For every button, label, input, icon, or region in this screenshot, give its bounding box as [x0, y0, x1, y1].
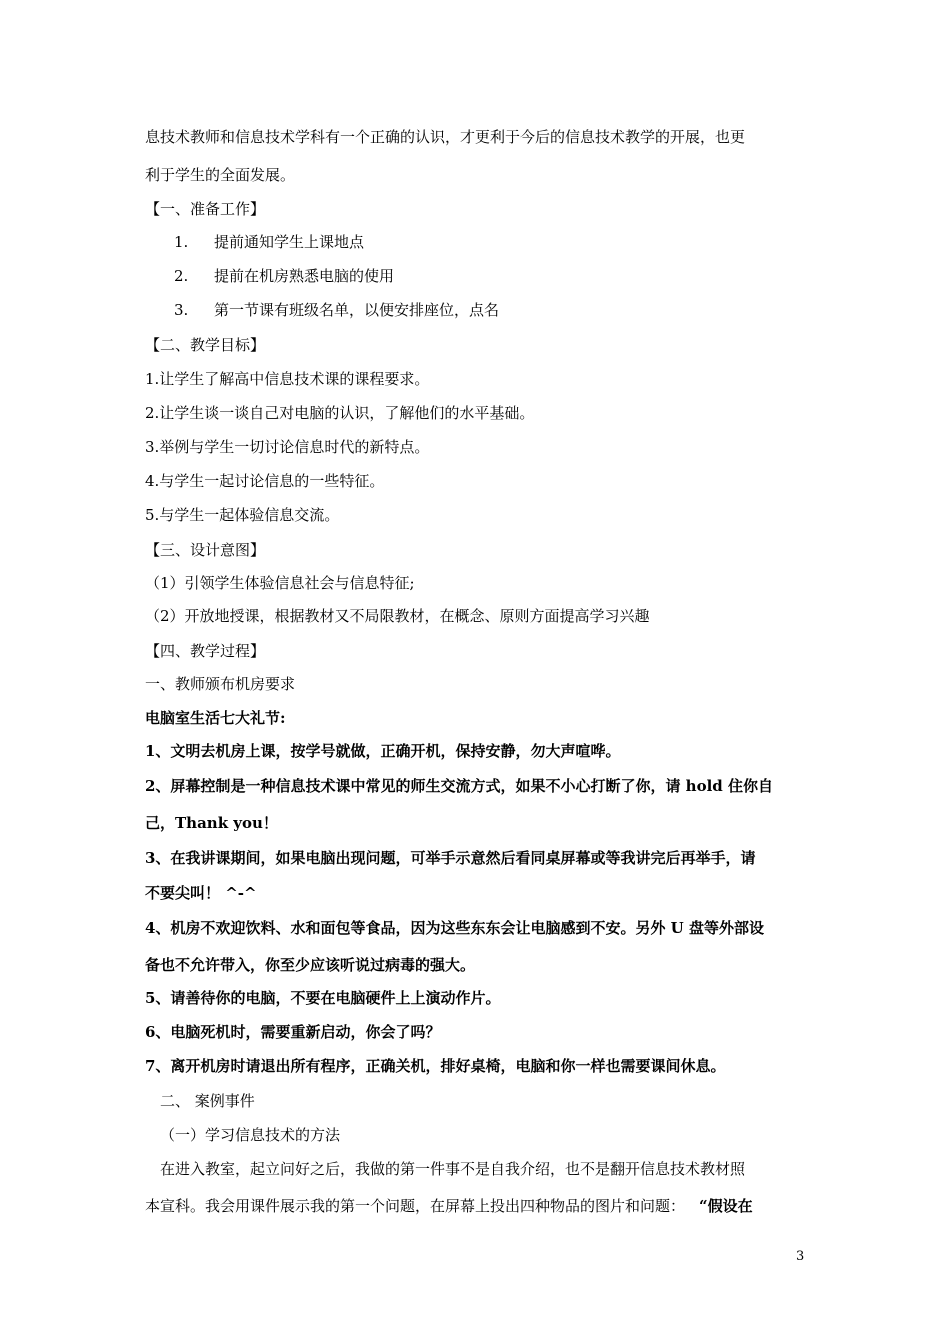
goal-item: 2.让学生谈一谈自己对电脑的认识，了解他们的水平基础。 — [145, 404, 535, 422]
case-paragraph-line-2 — [145, 1196, 810, 1216]
rule-line: 4、机房不欢迎饮料、水和面包等食品，因为这些东东会让电脑感到不安。另外 U 盘等外部设 — [145, 919, 764, 937]
design-item: （1）引领学生体验信息社会与信息特征; — [145, 574, 415, 592]
section-heading-goals: 【二、教学目标】 — [145, 336, 266, 354]
prep-item-number: 1. — [174, 233, 189, 251]
intro-line-2: 利于学生的全面发展。 — [145, 166, 296, 184]
rule-line: 1、文明去机房上课，按学号就做，正确开机，保持安静，勿大声喧哗。 — [145, 742, 621, 760]
case-subheading: （一）学习信息技术的方法 — [160, 1126, 341, 1144]
prep-item-number: 2. — [174, 267, 189, 285]
section-heading-prep: 【一、准备工作】 — [145, 200, 266, 218]
rule-line: 7、离开机房时请退出所有程序，正确关机，排好桌椅，电脑和你一样也需要课间休息。 — [145, 1057, 726, 1075]
prep-item-text: 提前通知学生上课地点 — [214, 233, 365, 251]
prep-item-number: 3. — [174, 301, 189, 319]
case-paragraph-text: 本宣科。我会用课件展示我的第一个问题，在屏幕上投出四种物品的图片和问题： — [145, 1197, 686, 1215]
prep-item — [174, 300, 839, 320]
goal-item: 4.与学生一起讨论信息的一些特征。 — [145, 472, 385, 490]
case-paragraph-line-1: 在进入教室，起立问好之后，我做的第一件事不是自我介绍，也不是翻开信息技术教材照 — [160, 1160, 746, 1178]
prep-item — [174, 266, 839, 286]
rule-line: 不要尖叫！ ^-^ — [145, 884, 257, 902]
rule-line: 2、屏幕控制是一种信息技术课中常见的师生交流方式，如果不小心打断了你，请 hold 住你自 — [145, 777, 773, 795]
process-subheading: 一、教师颁布机房要求 — [145, 675, 296, 693]
goal-item: 1.让学生了解高中信息技术课的课程要求。 — [145, 370, 430, 388]
page-number: 3 — [796, 1249, 805, 1264]
section-heading-design: 【三、设计意图】 — [145, 541, 266, 559]
rule-line: 6、电脑死机时，需要重新启动，你会了吗？ — [145, 1023, 441, 1041]
intro-line-1: 息技术教师和信息技术学科有一个正确的认识，才更利于今后的信息技术教学的开展，也更 — [145, 128, 746, 146]
prep-item — [174, 232, 839, 252]
rule-line: 备也不允许带入，你至少应该听说过病毒的强大。 — [145, 956, 476, 974]
design-item: （2）开放地授课，根据教材又不局限教材，在概念、原则方面提高学习兴趣 — [145, 607, 650, 625]
case-paragraph-quote: “假设在 — [699, 1197, 753, 1215]
rule-line: 5、请善待你的电脑，不要在电脑硬件上上演动作片。 — [145, 989, 501, 1007]
goal-item: 5.与学生一起体验信息交流。 — [145, 506, 340, 524]
case-heading: 二、 案例事件 — [160, 1092, 255, 1110]
prep-item-text: 提前在机房熟悉电脑的使用 — [214, 267, 395, 285]
section-heading-process: 【四、教学过程】 — [145, 642, 266, 660]
rule-line: 己，Thank you！ — [145, 814, 278, 832]
prep-item-text: 第一节课有班级名单，以便安排座位，点名 — [214, 301, 500, 319]
goal-item: 3.举例与学生一切讨论信息时代的新特点。 — [145, 438, 430, 456]
rules-title: 电脑室生活七大礼节: — [145, 709, 286, 727]
rule-line: 3、在我讲课期间，如果电脑出现问题，可举手示意然后看同桌屏幕或等我讲完后再举手，请 — [145, 849, 756, 867]
